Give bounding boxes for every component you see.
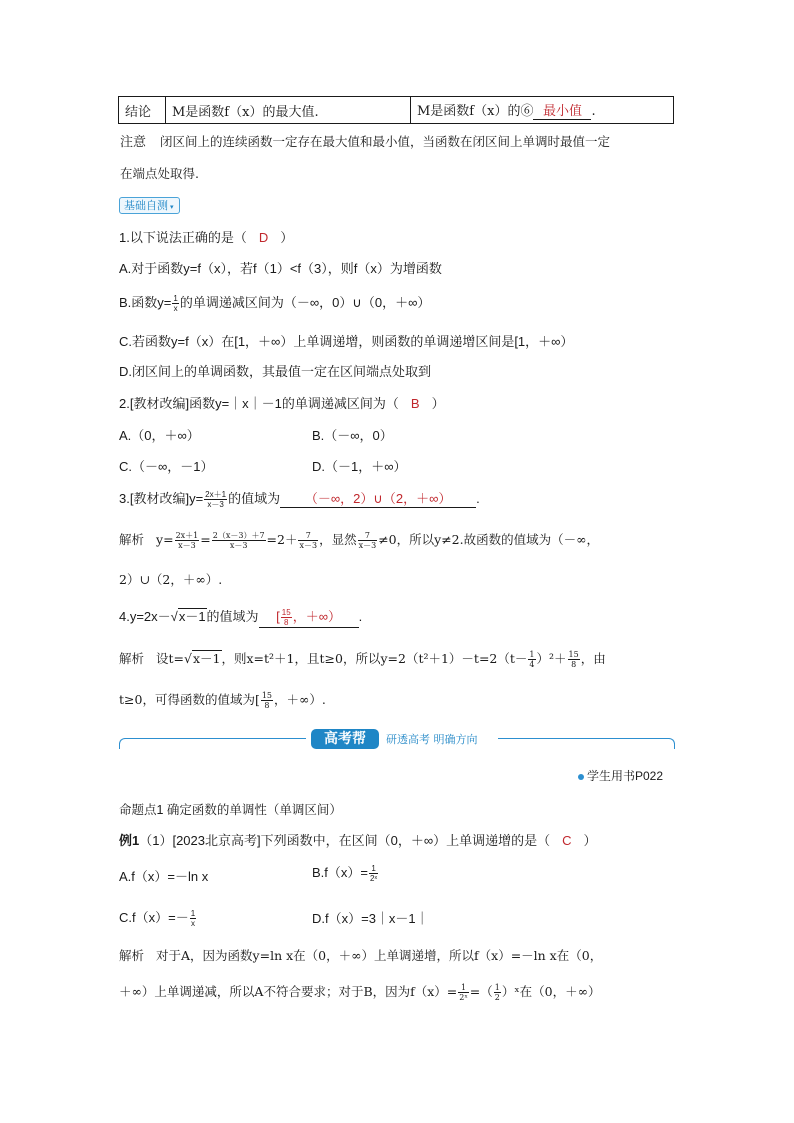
ex1-sol-l2-den: 2ˣ [459,993,468,1002]
q4-sol-a: 设t= [156,651,185,666]
ex1-sol-line1: 对于A，因为函数y=ln x在（0，＋∞）上单调递增，所以f（x）=－ln x在（0， [156,948,603,963]
q4-answer [259,606,359,628]
question-3-stem [119,488,480,509]
q3-num: 2x＋1 [205,490,227,500]
ex1-option-a: A.f（x）=－ln x [119,869,209,884]
topic-heading: 命题点1 确定函数的单调性（单调区间） [119,803,342,817]
q2-answer: B [410,396,420,411]
table-row [119,97,674,124]
table-right-prefix: M是函数f（x）的⑥ [417,104,534,119]
q4-sol-d: ，由 [580,651,606,666]
ex1-solution-line-1 [119,946,602,964]
ex1-c-fraction [190,909,196,928]
q4-sol-l2-num: 15 [261,691,273,700]
ex1-c-prefix: C.f（x）=－ [119,910,189,925]
ex1-answer: C [562,833,572,848]
q4-solution-line-1: 解析 设t=√x－1，则x=t²＋1，且t≥0，所以y=2（t²＋1）－t=2（t－ $\frac{1}{4}$ ）²＋ $\frac{15}{8}$ ，由 [119,650,606,669]
ex1-b-fraction [369,864,378,883]
q4-sol-l2-a: t≥0，可得函数的值域为[ [119,692,260,707]
q1-option-d: D.闭区间上的单调函数，其最值一定在区间端点处取到 [119,364,432,379]
q3-solution-line-2: 2）∪（2，＋∞）. [119,572,223,587]
ex1-sol-l2-a: ＋∞）上单调递减，所以A不符合要求；对于B，因为f（x）= [119,984,458,999]
ex1-sol-l2-den2: 2 [494,993,500,1002]
banner-logo: 高考帮 [311,729,379,749]
ref-text: 学生用书P022 [587,769,664,783]
q3-sol-end: ≠0，所以y≠2.故函数的值域为（－∞， [378,532,600,547]
q1-option-b [119,292,430,313]
ex1-sol-l2-frac-1 [458,983,468,1002]
q4-sol-l2-frac [261,691,273,710]
table-right-suffix: . [591,104,596,119]
bullet-icon [578,774,584,780]
ex1-b-num: 1 [369,864,378,874]
ex1-c-num: 1 [190,909,196,919]
q4-ans-open: [ [276,609,280,624]
q3-sol-f2n: 2（x－3）＋7 [212,531,265,540]
q2-option-c: C.（－∞，－1） [119,459,214,474]
q3-sol-frac-1 [175,531,200,550]
q2-option-b: B.（－∞，0） [312,428,393,443]
q4-sol-f2d: 8 [571,660,577,669]
student-book-ref [578,767,663,784]
q2-close: ） [431,396,445,411]
note-label: 注意 [120,134,147,149]
conclusion-table [118,96,674,124]
basic-test-label: 基础自测 [124,199,168,212]
note-line-2: 在端点处取得. [120,166,199,181]
ex1-solution-line-2 [119,982,601,1002]
q4-ans-rest: ，＋∞） [292,609,341,624]
ex1-sol-l2-b: =（ [469,984,493,999]
q4-radicand: x－1 [178,609,206,624]
q3-sol-frac-2 [212,531,266,550]
ex1-label: 例1 [119,833,140,848]
q3-sol-y: y= [156,532,174,547]
q3-sol-mid: ，显然 [319,532,357,547]
ex1-option-b [312,862,379,883]
table-right-cell [411,97,674,124]
q3-sol-f1d: x－3 [178,541,196,550]
q4-sol-l2-den: 8 [264,701,270,710]
q1-b-prefix: B.函数y= [119,295,172,310]
ex1-option-c [119,907,197,928]
q3-sol-frac-3 [298,531,318,550]
q3-sol-f3d: x－3 [299,541,318,550]
ex1-close: ） [583,833,597,848]
q4-suffix: . [358,609,363,624]
q4-ans-num: 15 [281,608,291,618]
q1-close: ） [280,230,294,245]
ex1-solution-label: 解析 [119,949,145,963]
ex1-sol-l2-c: ）ˣ在（0，＋∞） [501,984,601,999]
q3-sol-eq2: =2＋ [266,532,298,547]
q3-sol-frac-4 [358,531,378,550]
q1-b-den: x [173,304,178,314]
q1-option-a: A.对于函数y=f（x），若f（1）<f（3），则f（x）为增函数 [119,261,442,276]
q3-sol-f3n: 7 [298,531,318,541]
q4-sol-l2-b: ，＋∞）. [274,692,326,707]
q1-option-c: C.若函数y=f（x）在[1，＋∞）上单调递增，则函数的单调递增区间是[1，＋∞） [119,334,574,349]
q4-sol-f2n: 15 [568,650,579,659]
q4-ans-den: 8 [284,618,289,628]
table-right-answer: 最小值 [533,100,591,120]
q4-mid: 的值域为 [206,609,259,624]
q2-stem-text: 2.[教材改编]函数y=｜x｜－1的单调递减区间为（ [119,396,399,411]
q3-den: x－3 [207,500,224,510]
q3-mid: 的值域为 [228,491,281,506]
question-2-stem [119,393,445,412]
q4-sol-b: ，则x=t²＋1，且t≥0，所以y=2（t²＋1）－t=2（t－ [221,651,528,666]
q3-solution-label: 解析 [119,533,145,547]
banner-subtitle: 研透高考 明确方向 [386,733,478,746]
ex1-sol-l2-num2: 1 [494,983,500,992]
q4-prefix: 4.y=2x－ [119,609,171,624]
ex1-sol-l2-num: 1 [458,983,468,993]
ex1-option-d: D.f（x）=3｜x－1｜ [312,911,429,926]
q1-b-num: 1 [173,294,178,304]
example-1-stem [119,830,597,849]
ex1-sol-l2-frac-2 [494,983,501,1002]
q4-ans-fraction [281,608,292,627]
q4-sol-f1n: 1 [529,650,535,659]
q4-sol-radicand: x－1 [192,651,221,666]
q3-sol-f4d: x－3 [358,541,377,550]
q2-option-a: A.（0，＋∞） [119,428,200,443]
table-label-cell: 结论 [119,97,166,124]
basic-test-tag [119,197,180,214]
q3-fraction [204,490,227,509]
banner-line-right [498,738,675,749]
q4-sol-c: ）²＋ [536,651,567,666]
q4-solution-label: 解析 [119,652,145,666]
table-left-cell: M是函数f（x）的最大值. [166,97,411,124]
q1-b-suffix: 的单调递减区间为（－∞，0）∪（0，＋∞） [179,295,431,310]
q3-prefix: 3.[教材改编]y= [119,491,204,506]
question-1-stem [119,227,293,246]
q4-sol-f1d: 4 [529,660,535,669]
chevron-down-icon: ▾ [170,203,174,211]
note-text-1: 闭区间上的连续函数一定存在最大值和最小值，当函数在闭区间上单调时最值一定 [160,134,611,149]
ex1-c-den: x [190,919,195,929]
q4-sol-frac-2 [568,650,580,669]
question-4-stem: 4.y=2x－√x－1的值域为 [ $\frac{15}{8}$ ，＋∞） . [119,606,362,628]
ex1-b-prefix: B.f（x）= [312,865,368,880]
ex1-stem-text: （1）[2023北京高考]下列函数中，在区间（0，＋∞）上单调递增的是（ [139,833,551,848]
q2-option-d: D.（－1，＋∞） [312,459,407,474]
q4-sol-frac-1 [528,650,535,669]
q3-sol-eq: = [200,532,211,547]
note-line-1 [120,131,610,150]
q3-sol-f1n: 2x＋1 [175,531,199,540]
q4-solution-line-2 [119,690,326,710]
q3-answer: （－∞，2）∪（2，＋∞） [280,488,476,508]
q3-sol-f4n: 7 [358,531,378,541]
q3-solution-line-1 [119,530,599,550]
q3-sol-f2d: x－3 [229,541,248,550]
q1-answer: D [258,230,269,245]
ex1-b-den: 2ˣ [370,874,378,884]
banner-line-left [119,738,306,749]
q1-stem-text: 1.以下说法正确的是（ [119,230,247,245]
q3-suffix: . [476,491,480,506]
q1-b-fraction [172,294,178,313]
